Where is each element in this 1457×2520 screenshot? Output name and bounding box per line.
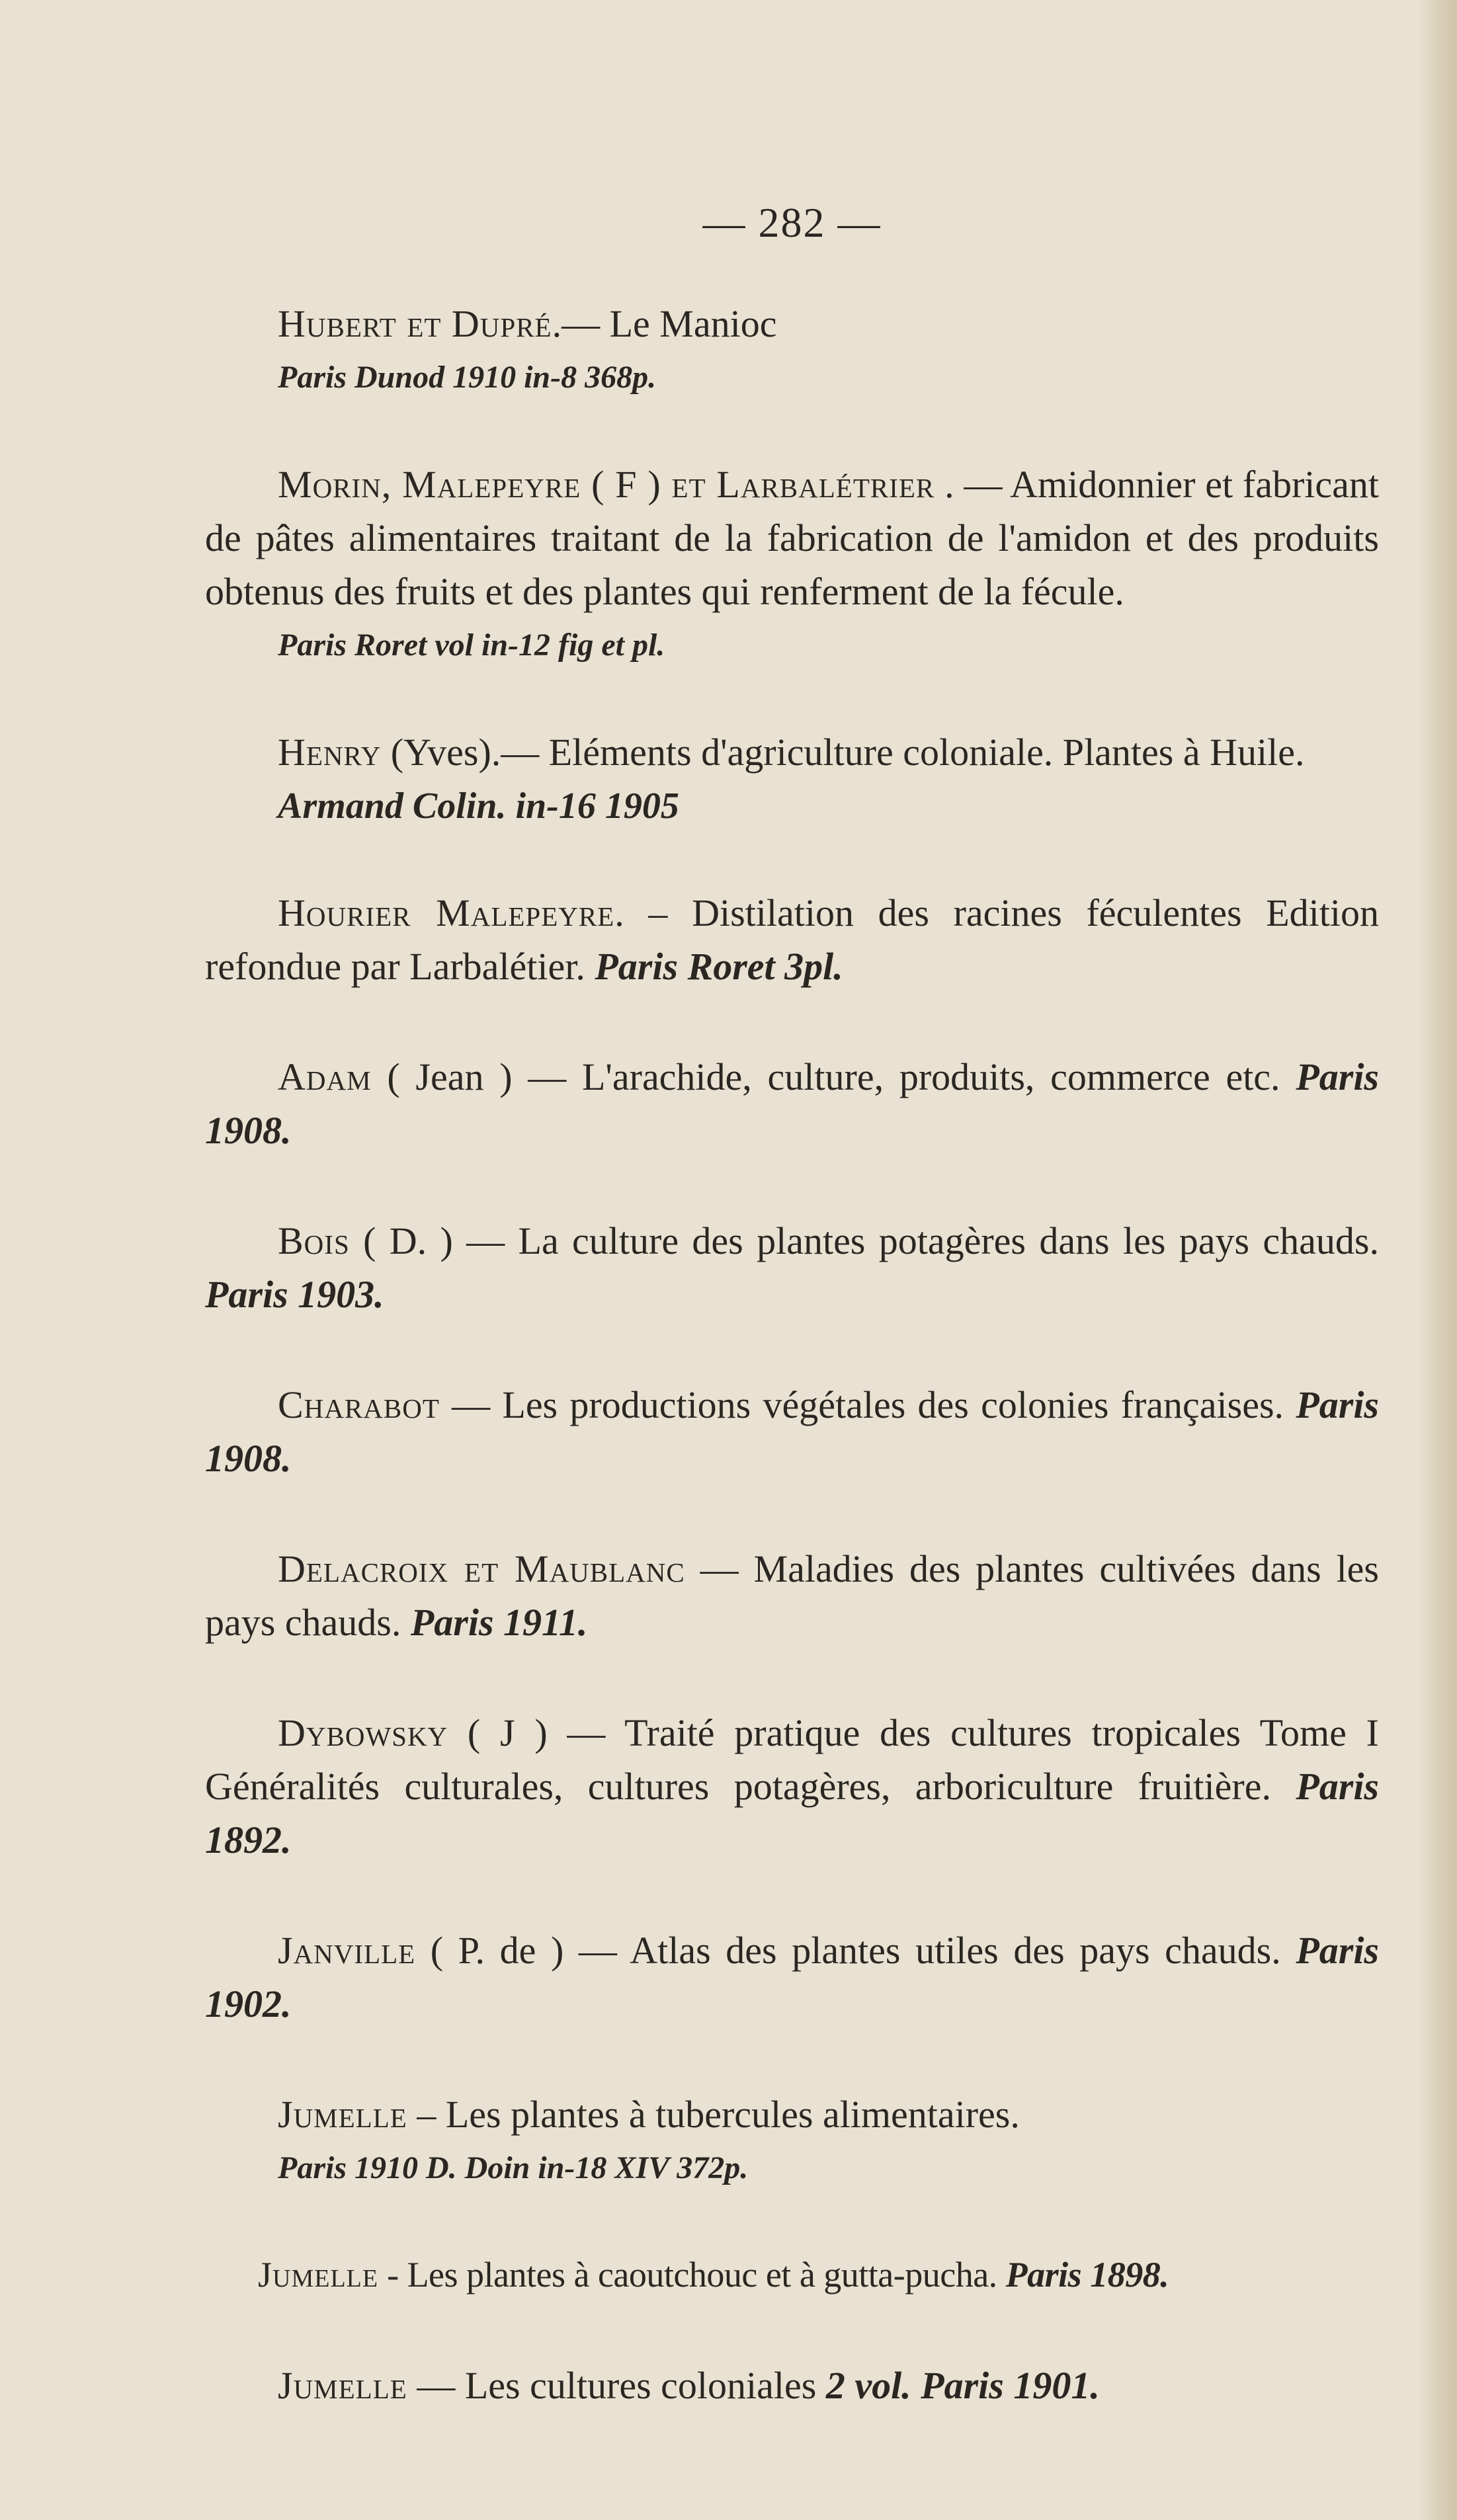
entry-imprint: Paris 1892. — [205, 1765, 1379, 1861]
entry-imprint: Paris 1898. — [1005, 2255, 1169, 2295]
entry-title: (Yves).— Eléments d'agriculture coloniale. Plantes à Huile. — [381, 731, 1305, 774]
entry-imprint: Paris 1903. — [205, 1273, 384, 1316]
entry-imprint: Armand Colin. in-16 1905 — [278, 786, 679, 827]
bibliography-entry — [205, 1378, 1379, 1485]
entry-title: — Les cultures coloniales — [407, 2364, 826, 2407]
entry-title: . – Distilation des racines féculentes Edition refondue par Larbalétier. — [205, 891, 1379, 988]
entry-title: ( P. de ) — Atlas des plantes utiles des pays chauds. — [415, 1929, 1296, 1972]
entry-title: .— Le Manioc — [552, 302, 777, 345]
bibliography-entry — [205, 2248, 1379, 2302]
entry-imprint: Paris Roret vol in-12 fig et pl. — [278, 628, 665, 663]
entry-author: Delacroix et Maublanc — [278, 1547, 685, 1590]
entry-title: - Les plantes à caoutchouc et à gutta-pucha. — [378, 2255, 1006, 2295]
book-page — [205, 198, 1379, 2469]
entry-author: Morin, Malepeyre ( F ) et Larbalétrier — [278, 463, 935, 506]
entry-title: – Les plantes à tubercules alimentaires. — [407, 2093, 1020, 2136]
paper-edge — [1417, 0, 1457, 2520]
entry-imprint: Paris 1902. — [205, 1929, 1379, 2025]
entry-title: ( D. ) — La culture des plantes potagères dans les pays chauds. — [349, 1219, 1379, 1262]
entry-author: Bois — [278, 1219, 350, 1262]
entry-title: ( J ) — Traité pratique des cultures tropicales Tome I Généralités culturales, cultures potagères, arboriculture fruitière. — [205, 1711, 1379, 1808]
bibliography-entry — [205, 725, 1379, 829]
entry-title: ( Jean ) — L'arachide, culture, produits, commerce etc. — [371, 1055, 1296, 1098]
bibliography-entry — [205, 1214, 1379, 1321]
entry-title: . — Amidonnier et fabricant de pâtes alimentaires traitant de la fabrication de l'amidon et des produits obtenus des fruits et des plantes qui renferment de la fécule. — [205, 463, 1380, 613]
entry-author: Hubert et Dupré — [278, 302, 552, 345]
bibliography-entry — [205, 1924, 1379, 2031]
entry-author: Dybowsky — [278, 1711, 448, 1754]
entry-imprint: Paris Dunod 1910 in-8 368p. — [278, 360, 657, 395]
entry-imprint: Paris 1908. — [205, 1383, 1379, 1480]
entry-author: Jumelle — [278, 2364, 407, 2407]
bibliography-entry — [205, 886, 1379, 993]
bibliography-entry — [205, 1706, 1379, 1867]
entry-author: Jumelle — [278, 2093, 407, 2136]
bibliography-entry — [205, 2088, 1379, 2191]
entry-imprint: Paris 1910 D. Doin in-18 XIV 372p. — [278, 2150, 749, 2185]
entry-author: Henry — [278, 731, 382, 774]
bibliography-entry — [205, 1542, 1379, 1649]
page-number: — 282 — — [702, 199, 882, 246]
bibliography-entry — [205, 458, 1379, 669]
entry-author: Jumelle — [258, 2255, 379, 2295]
entry-author: Janville — [278, 1929, 416, 1972]
entry-imprint: Paris 1911. — [410, 1601, 588, 1644]
entry-imprint: Paris 1908. — [205, 1055, 1379, 1152]
entry-imprint: 2 vol. Paris 1901. — [825, 2364, 1100, 2407]
entry-author: Hourier Malepeyre — [278, 891, 615, 934]
bibliography-entry — [205, 2359, 1379, 2412]
entry-author: Charabot — [278, 1383, 440, 1426]
entry-author: Adam — [278, 1055, 372, 1098]
entry-title: — Maladies des plantes cultivées dans les pays chauds. — [205, 1547, 1379, 1644]
bibliography-entry — [205, 297, 1379, 401]
bibliography-entry — [205, 1050, 1379, 1157]
entry-title: — Les productions végétales des colonies françaises. — [439, 1383, 1296, 1426]
entry-imprint: Paris Roret 3pl. — [595, 945, 843, 988]
